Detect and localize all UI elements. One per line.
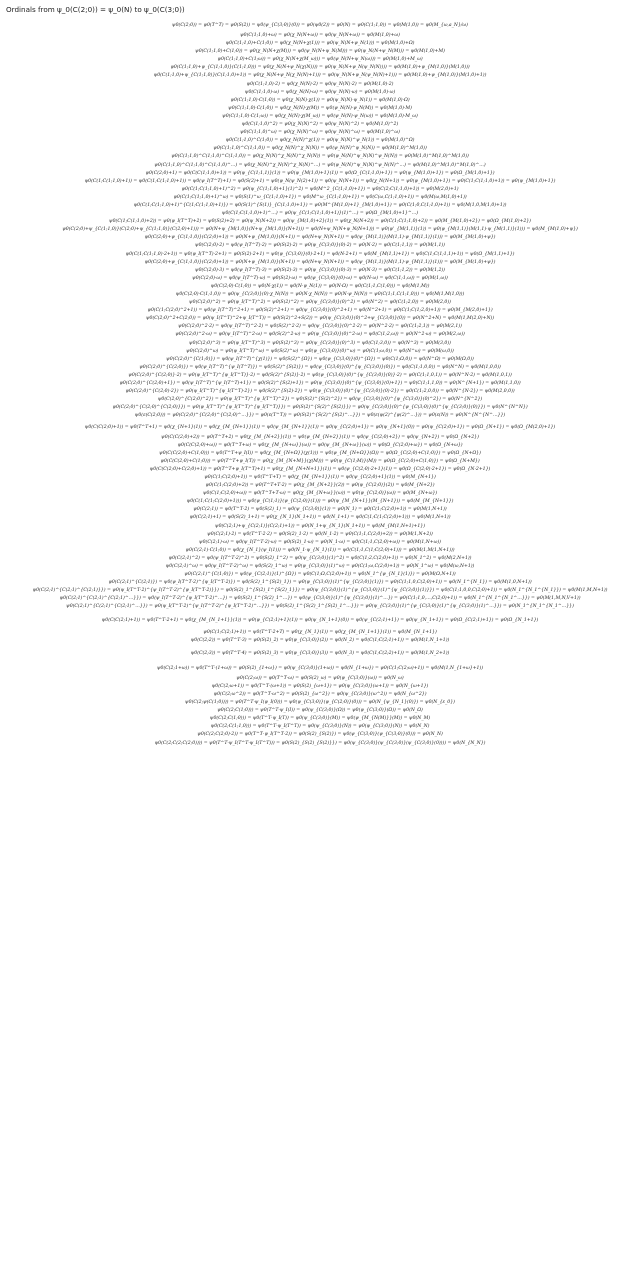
equation-line: ψ0(C(2;0)+ψ_{C(1;1,0)}(C(2;0)+1)) = ψ0(N+ψ_{M(1,0)}(N+1)) = ψ0(N+ψ_N(N+1)) = ψ0(ψ_{M(1,1)}(M(1,1)·ψ_{M(1,1)}(1))) = ψ0(M_{M(1,0)+ψ}) (144, 235, 496, 241)
equation-line: ψ0(C(2;C(1;1,0))) = ψ0(T^T·ψ_I(T^T)) = ψ0(ψ_{C(3;0)}(N)) = ψ0(ψ_{C(3;0)}(N)) = ψ0(N_N) (210, 724, 430, 730)
equation-line: ψ0(C(2;0)^{C(1;0)}) = ψ0(ψ_I(T^T)^{χ(1)}) = ψ0(S(2)^{Ω}) = ψ0(ψ_{C(3;0)}(0)^{Ω}) = ψ0(C(1;Ω,0)) = ψ0(N^Ω) = ψ0(M(Ω,0)) (166, 356, 474, 362)
equation-list (6, 19, 634, 748)
equation-line: ψ0(C(2;1)^2) = ψ0(ψ_I(T^T·2)^2) = ψ0(S(2)_1^2) = ψ0(ψ_{C(3;0)}(1)^2) = ψ0(C(1;2,C(2;0)+1)) = ψ0(N_1^2) = ψ0(M(2,N+1)) (168, 555, 472, 561)
equation-line: ψ0(C(2;1+ω)) = ψ0(T^T·(1+ω)) = ψ0(S(2)_{1+ω}) = ψ0(ψ_{C(3;0)}(1+ω)) = ψ0(N_{1+ω}) = ψ0(C(1;C(2;ω)+1)) = ψ0(M(1,N_{1+ω}+1)) (156, 665, 484, 671)
equation-line: ψ0(C(2;0)·C(1;1,0)) = ψ0(ψ_{C(3;0)}(0)·χ_N(N)) = ψ0(N·χ_N(N)) = ψ0(N·ψ_N(N)) = ψ0(C(1;1,C(1;1,0))) = ψ0(M(1,M(1,0))) (175, 292, 465, 297)
equation-line: ψ0(C(2;1)^{C(1;0)}) = ψ0(ψ_{C(2;1)}(1)^{Ω}) = ψ0(C(1;Ω,C(2;0)+1)) = ψ0(N_1^{ψ_{N_1}(1)}) = ψ0(M(Ω,N+1)) (184, 572, 456, 578)
equation-line: ψ0(C(1;C(1;1,0)+1)^ω) = ψ0(S(1)^ω_{C(1;1,0)+1}) = ψ0(M^ω_{C(1;1,0)+1}) = ψ0(C(ω,C(1;1,0)+1)) = ψ0(M(ω,M(1,0)+1)) (173, 194, 467, 200)
equation-line: ψ0(C(2;0)) = ψ0(T^T) = ψ0(S(2)) = ψ0(ψ_{C(3;0)}(0)) = ψ0(ψ0(2)) = ψ0(N) = ψ0(C(1;1,0)) = ψ0(M(1,0)) = ψ0(M_{ω,a_N}/ω) (172, 23, 468, 28)
equation-line: ψ0(C(C(2;0)+C(1;0))) = ψ0(T^T+ψ_I(I)) = ψ0(χ_{M_{N+Ω}}(χ(1))) = ψ0(ψ_{M_{N+Ω}}(Ω)) = ψ0(Ω_{C(2;0)+C(1;0)}) = ψ0(Ω_{N+Ω}) (159, 450, 481, 456)
equation-line: ψ0(C(1;1,0)+ω) = ψ0(χ_N(N+ω)) = ψ0(ψ_N(N+ω)) = ψ0(M(1,0)+ω) (240, 33, 400, 38)
equation-line: ψ0(C(1;C(1;1,0)+1)^…) = ψ0(ψ_{C(1;C(1;1,0)+1)}(1)^…) = ψ0(Ω_{M(1,0)+1}^…) (221, 211, 419, 217)
equation-line: ψ0(C(2;3)) = ψ0(T^T·4) = ψ0(S(2)_3) = ψ0(ψ_{C(3;0)}(3)) = ψ0(N_3) = ψ0(C(1;C(2;2)+1)) = ψ0(M(1,N_2+1)) (190, 650, 450, 656)
page-title: Ordinals from ψ_0(C(2;0)) = ψ_0(N) to ψ_0(C(3;0)) (6, 5, 185, 14)
equation-line: ψ0(C(2;0)+ψ_{C(1;1,0)}(C(2;0)+1)) = ψ0(N+ψ_{M(1,0)}(N+1)) = ψ0(N+ψ_N(N+1)) = ψ0(ψ_{M(1,1)}(M(1,1)·ψ_{M(1,1)}(1))) = ψ0(M_{M(1,0)+ψ}) (144, 259, 496, 265)
equation-line: ψ0(C(2;0)^2·ω) = ψ0(ψ_I(T^T)^2·ω) = ψ0(S(2)^2·ω) = ψ0(ψ_{C(3;0)}(0)^2·ω) = ψ0(C(1;2,ω)) = ψ0(N^2·ω) = ψ0(M(2,ω)) (175, 332, 465, 338)
equation-line: ψ0(C(2;1)^{C(2;1)^{C(2;1)}}) = ψ0(ψ_I(T^T·2)^{ψ_I(T^T·2)^{ψ_I(T^T·2)}}) = ψ0(S(2)_1^{S(2)_1^{S(2)_1}}) = ψ0(ψ_{C(3;0)}(1)^{ψ_{C(3;0)}(1)^{ψ_{C(3;0)}(1)}}) = ψ0(C(1;1,0,0,C(2;0)+1)) = ψ0(N_1^{N_1^{N_1}}) = ψ0(M(1,M,N+1)) (32, 588, 608, 594)
equation-line: ψ0(C(C(2;0)+1)) = ψ0(T^T+1) = ψ0(χ_{N+1}(1)) = ψ0(χ_{M_{N+1}}(1)) = ψ0(ψ_{M_{N+1}}(1)) = ψ0(ψ_{C(2;0)+1}) = ψ0(ψ_{N+1}(0)) = ψ0(ψ_{C(2;0)+1}) = ψ0(Ω_{N+1}) = ψ0(Ω_{M(2,0)+1}) (84, 424, 556, 430)
equation-line: ψ0(C(2;0)·2) = ψ0(ψ_I(T^T)·2) = ψ0(S(2)·2) = ψ0(ψ_{C(3;0)}(0)·2) = ψ0(N·2) = ψ0(C(1;1,1)) = ψ0(M(1,1)) (195, 243, 445, 249)
equation-line: ψ0(C(2;ω+1)) = ψ0(T^T·(ω+1)) = ψ0(S(2)_{ω+1}) = ψ0(ψ_{C(3;0)}(ω+1)) = ψ0(N_{ω+1}) (211, 683, 429, 689)
equation-line: ψ0(C(2;1)+1) = ψ0(S(2)_1+1) = ψ0(χ_{N_1}(N_1+1)) = ψ0(N_1+1) = ψ0(C(1;C(1;C(2;0)+1))) = ψ0(M(1,N+1)) (189, 515, 451, 521)
equation-line: ψ0(C(1;C(1;1,0)·2+1)) = ψ0(ψ_I(T^T)·2+1) = ψ0(S(2)·2+1) = ψ0(ψ_{C(3;0)}(0)·2+1) = ψ0(N·2+1) = ψ0(M_{M(1,1)+1}) = ψ0(C(1;C(1;1,1)+1)) = ψ0(Ω_{M(1,1)+1}) (125, 251, 515, 257)
equation-line: ψ0(C(1;1,0)+ψ_{C(1;1,0)}(C(1;1,0))) = ψ0(χ_N(N+ψ_N(χ(N)))) = ψ0(ψ_N(N+ψ_N(ψ_N(N)))) = ψ0(M(1,0)+ψ_{M(1,0)}(M(1,0))) (170, 65, 470, 71)
equation-line: ψ0(C(2;0)^{C(2;0)}·2) = ψ0(ψ_I(T^T)^{ψ_I(T^T)}·2) = ψ0(S(2)^{S(2)}·2) = ψ0(ψ_{C(3;0)}(0)^{ψ_{C(3;0)}(0)}·2) = ψ0(C(1;1,0,1)) = ψ0(N^N·2) = ψ0(M(1,0,1)) (128, 372, 512, 378)
equation-line: ψ0(C(2;1)^{C(2;1)^{C(2;1)^…}}) = ψ0(ψ_I(T^T·2)^{ψ_I(T^T·2)^…}) = ψ0(S(2)_1^{S(2)_1^…}) = ψ0(ψ_{C(3;0)}(1)^{ψ_{C(3;0)}(1)^…}) = ψ0(C(1;1,0,…,C(2;0)+1)) = ψ0(N_1^{N_1^{N_1^…}}) = ψ0(M(1,M,N,V+1)) (59, 596, 581, 602)
equation-line: ψ0(C(2;0)^2) = ψ0(ψ_I(T^T)^2) = ψ0(S(2)^2) = ψ0(ψ_{C(3;0)}(0)^2) = ψ0(N^2) = ψ0(C(1;2,0)) = ψ0(M(2,0)) (189, 300, 451, 306)
equation-line: ψ0(C(2;0)^{C(2;0)^{C(2;0)}}) = ψ0(ψ_I(T^T)^{ψ_I(T^T)^{ψ_I(T^T)}}) = ψ0(S(2)^{S(2)^{S(2)}}) = ψ0(ψ_{C(3;0)}(0)^{ψ_{C(3;0)}(0)^{ψ_{C(3;0)}(0)}}) = ψ0(N^{N^N}) (112, 405, 528, 411)
equation-line: ψ0(C(2;C(2;0)·2)) = ψ0(T^T·ψ_I(T^T·2)) = ψ0(S(2)_{S(2)}) = ψ0(ψ_{C(3;0)}(ψ_{C(3;0)}(0))) = ψ0(N_N) (197, 732, 443, 738)
equation-line: ψ0(C(1;C(2;0)^2+1)) = ψ0(ψ_I(T^T)^2+1) = ψ0(S(2)^2+1) = ψ0(ψ_{C(3;0)}(0)^2+1) = ψ0(N^2+1) = ψ0(C(1;C(1;2,0)+1)) = ψ0(M_{M(2,0)+1}) (147, 308, 493, 314)
equation-line: ψ0(C(1;C(2;0)+ω)) = ψ0(T^T+T·ω) = ψ0(χ_{M_{N+ω}}(ω)) = ψ0(ψ_{C(2;0)}(ω)) = ψ0(M_{N+ω}) (202, 491, 438, 497)
equation-line: ψ0(C(C(2;1)+1)) = ψ0(T^T·2+1) = ψ0(χ_{M_{N_1+1}}(1)) = ψ0(ψ_{C(2;1)+1}(1)) = ψ0(ψ_{N_1+1}(0)) = ψ0(ψ_{C(2;1)+1}) = ψ0(ψ_{N_1+1}) = ψ0(Ω_{C(2;1)+1}) = ψ0(Ω_{N_1+1}) (101, 617, 539, 623)
equation-line: ψ0(C(1;C(1;1,0)+1)^{C(1;C(1;1,0)+1)}) = ψ0(S(1)^{S(1)}_{C(1;1,0)+1}) = ψ0(M^{M(1,0)+1}_{M(1,0)+1}) = ψ0(C(1;0,C(1;1,0)+1)) = ψ0(M(1,0,M(1,0)+1)) (133, 202, 507, 208)
equation-line: ψ0(C(2;1)^{C(2;1)}) = ψ0(ψ_I(T^T·2)^{ψ_I(T^T·2)}) = ψ0(S(2)_1^{S(2)_1}) = ψ0(ψ_{C(3;0)}(1)^{ψ_{C(3;0)}(1)}) = ψ0(C(1;1,0,C(2;0)+1)) = ψ0(N_1^{N_1}) = ψ0(M(1,0,N+1)) (108, 580, 532, 586)
equation-line: ψ0(C(2;1)+ψ_{C(2;1)}(C(2;1)+1)) = ψ0(N_1+ψ_{N_1}(N_1+1)) = ψ0(M_{M(1,N+1)+1}) (214, 523, 426, 529)
equation-line: ψ0(C(2;1)) = ψ0(T^T·2) = ψ0(S(2)_1) = ψ0(ψ_{C(3;0)}(1)) = ψ0(N_1) = ψ0(C(1;C(2;0)+1)) = ψ0(M(1,N+1)) (193, 507, 447, 513)
equation-line: ψ0(C(2;2)) = ψ0(T^T·3) = ψ0(S(2)_2) = ψ0(ψ_{C(3;0)}(2)) = ψ0(N_2) = ψ0(C(1;C(2;1)+1)) = ψ0(M(1,N_1+1)) (190, 637, 450, 643)
equation-line: ψ0(C(2;0)^{C(2;0)}) = ψ0(ψ_I(T^T)^{ψ_I(T^T)}) = ψ0(S(2)^{S(2)}) = ψ0(ψ_{C(3;0)}(0)^{ψ_{C(3;0)}(0)}) = ψ0(C(1;1,0,0)) = ψ0(N^N) = ψ0(M(1,0,0)) (139, 364, 501, 370)
equation-line: ψ0(C(2;0)^2+C(2;0)) = ψ0(ψ_I(T^T)^2+ψ_I(T^T)) = ψ0(S(2)^2+S(2)) = ψ0(ψ_{C(3;0)}(0)^2+ψ_{C(3;0)}(0)) = ψ0(N^2+N) = ψ0(M(1,M(2,0)+N)) (145, 316, 495, 322)
equation-line: ψ0(C(2;0)^{C(2;0)^2}) = ψ0(ψ_I(T^T)^{ψ_I(T^T)^2}) = ψ0(S(2)^{S(2)^2}) = ψ0(ψ_{C(3;0)}(0)^{ψ_{C(3;0)}(0)^2}) = ψ0(N^{N^2}) (157, 397, 483, 403)
equation-line: ψ0(C(2;0)^3) = ψ0(ψ_I(T^T)^3) = ψ0(S(2)^3) = ψ0(ψ_{C(3;0)}(0)^3) = ψ0(C(1;3,0)) = ψ0(N^3) = ψ0(M(3,0)) (189, 340, 451, 346)
equation-line: ψ0(C(2;0)^{C(2;0)·2}) = ψ0(ψ_I(T^T)^{ψ_I(T^T)·2}) = ψ0(S(2)^{S(2)·2}) = ψ0(ψ_{C(3;0)}(0)^{ψ_{C(3;0)}(0)·2}) = ψ0(C(1;2,0,0)) = ψ0(N^{N·2}) = ψ0(M(2,0,0)) (125, 389, 515, 395)
equation-line: ψ0(C(1;1,0)·ω) = ψ0(χ_N(N)·ω) = ψ0(ψ_N(N)·ω) = ψ0(M(1,0)·ω) (244, 89, 396, 95)
equation-line: ψ0(C(1;1,0)^C(1;1,0)^C(1;1,0)^…) = ψ0(χ_N(N)^χ_N(N)^χ_N(N)^…) = ψ0(ψ_N(N)^ψ_N(N)^ψ_N(N)^…) = ψ0(M(1,0)^M(1,0)^M(1,0)^…) (154, 162, 486, 168)
equation-line: ψ0(C(2;1)^ω) = ψ0(ψ_I(T^T·2)^ω) = ψ0(S(2)_1^ω) = ψ0(ψ_{C(3;0)}(1)^ω) = ψ0(C(1;ω,C(2;0)+1)) = ψ0(N_1^ω) = ψ0(M(ω,N+1)) (165, 564, 475, 569)
equation-line: ψ0(C(1;1,0)^2) = ψ0(χ_N(N)^2) = ψ0(ψ_N(N)^2) = ψ0(M(1,0)^2) (241, 122, 399, 128)
equation-line: ψ0(C(2;0)^2·2) = ψ0(ψ_I(T^T)^2·2) = ψ0(S(2)^2·2) = ψ0(ψ_{C(3;0)}(0)^2·2) = ψ0(N^2·2) = ψ0(C(1;2,1)) = ψ0(M(2,1)) (178, 324, 462, 330)
equation-line: ψ0(C(C(2;0)+C(1;0))) = ψ0(T^T+ψ_I(T)) = ψ0(χ_{M_{N+M}}(χ(M))) = ψ0(ψ_{C(1;M)}(M)) = ψ0(Ω_{C(2;0)+C(1;0)}) = ψ0(Ω_{N+M}) (160, 458, 480, 464)
equation-line: ψ0(C(2;ψ(C(1;0)))) = ψ0(T^T·ψ_I(ψ_I(0))) = ψ0(ψ_{C(3;0)}(ψ_{C(2;0)}(0))) = ψ0(N_{ψ_{N_1}(0)}) = ψ0(N_{ε_0}) (185, 700, 455, 706)
equation-line: ψ0(C(1;1,0)·2) = ψ0(χ_N(N)·2) = ψ0(ψ_N(N)·2) = ψ0(M(1,0)·2) (246, 81, 394, 87)
equation-line: ψ0(C(1;1,0)+ψ_{C(1;1,0)}(C(1;1,0)+1)) = ψ0(χ_N(N+ψ_N(χ_N(N)+1))) = ψ0(ψ_N(N+ψ_N(ψ_N(N)+1))) = ψ0(M(1,0)+ψ_{M(1,0)}(M(1,0)+1)) (153, 73, 487, 79)
equation-line: ψ0(C(1;C(1;1,0)+2)) = ψ0(ψ_I(T^T)+2) = ψ0(S(2)+2) = ψ0(ψ_N(N+2)) = ψ0(ψ_{M(1,0)+2}(1)) = ψ0(χ_N(N+2)) = ψ0(C(1;C(1;1,0)+2)) = ψ0(M_{M(1,0)+2}) = ψ0(Ω_{M(1,0)+2}) (109, 219, 531, 225)
equation-line: ψ0(C(2;1)·2) = ψ0(T^T·2·2) = ψ0(S(2)_1·2) = ψ0(N_1·2) = ψ0(C(1;1,C(2;0)+2)) = ψ0(M(1,N+2)) (207, 531, 433, 537)
equation-line: ψ0(C(C(2;0)+ω)) = ψ0(T^T+ω) = ψ0(χ_{M_{N+ω}}(ω)) = ψ0(ψ_{M_{N+ω}}(ω)) = ψ0(Ω_{C(2;0)+ω}) = ψ0(Ω_{N+ω}) (177, 442, 463, 448)
equation-line: ψ0(C(1;C(1;1,0)+1)) = ψ0(C(1;C(1;1,0)+1)) = ψ0(ψ_I(T^T)+1) = ψ0(S(2)+1) = ψ0(ψ_N(ψ_N(2)+1)) = ψ0(ψ_N(N+1)) = ψ0(χ_N(N+1)) = ψ0(ψ_{M(1,0)+1}) = ψ0(C(1;C(1;1,0)+1)) = ψ0(ψ_{M(1,0)+1}) (84, 178, 556, 184)
equation-line: ψ0(C(1;1,0)·C(1;0)) = ψ0(χ_N(N)·χ(M)) = ψ0(ψ_N(N)·ψ_N(M)) = ψ0(M(1,0)·M) (228, 105, 412, 111)
equation-line: ψ0(C(2;ω^2)) = ψ0(T^T·ω^2) = ψ0(S(2)_{ω^2}) = ψ0(ψ_{C(3;0)}(ω^2)) = ψ0(N_{ω^2}) (213, 691, 427, 697)
equation-line: ψ0(C(1;C(2;0)+2)) = ψ0(T^T+T·2) = ψ0(χ_{M_{N+2}}(2)) = ψ0(ψ_{C(2;0)}(2)) = ψ0(M_{N+2}) (205, 483, 435, 489)
equation-line: ψ0(C(1;1,0)·C(1;ω)) = ψ0(χ_N(N)·χ(M_ω)) = ψ0(ψ_N(N)·ψ_N(ω)) = ψ0(M(1,0)·M_ω) (222, 113, 418, 119)
equation-line: ψ0(C(2;1)·C(1;0)) = ψ0(χ_{N_1}(ψ_I(1))) = ψ0(N_1·ψ_{N_1}(1)) = ψ0(C(1;1,C(1;C(2;0)+1))) = ψ0(M(1,M(1,N+1))) (185, 547, 455, 553)
equation-line: ψ0(ε(C(2;0))) = ψ0(C(2;0)^{C(2;0)^{C(2;0)^…}}) = ψ0(ε(T^T)) = ψ0(S(2)^{S(2)^{S(2)^…}}) = ψ0(ε(ψ(2)^{ψ(2)^…})) = ψ0(ε(N)) = ψ0(N^{N^{N^…}}) (134, 413, 506, 419)
equation-line: ψ0(C(C(2;0)+2)) = ψ0(T^T+2) = ψ0(χ_{M_{N+2}}(1)) = ψ0(ψ_{M_{N+2}}(1)) = ψ0(ψ_{C(2;0)+2}) = ψ0(ψ_{N+2}) = ψ0(Ω_{N+2}) (161, 434, 479, 440)
equation-line: ψ0(C(1;C(2;0)+1)) = ψ0(T^T+T) = ψ0(χ_{M_{N+1}}(1)) = ψ0(ψ_{C(2;0)+1}(1)) = ψ0(M_{N+1}) (204, 474, 436, 480)
equation-line: ψ0(C(2;0)+ψ_{C(1;1,0)}(C(2;0)+ψ_{C(1;1,0)}(C(2;0)+1))) = ψ0(N+ψ_{M(1,0)}(N+ψ_{M(1,0)}(N+1))) = ψ0(N+ψ_N(N+ψ_N(N+1))) = ψ0(ψ'_{M(1,1)}(1)) = ψ0(ψ_{M(1,1)}(M(1,1)·ψ_{M(1,1)}(1))) = ψ0(M_{M(1,0)+ψ}) (62, 227, 578, 233)
equation-line: ψ0(C(2;0)·ω) = ψ0(ψ_I(T^T)·ω) = ψ0(S(2)·ω) = ψ0(ψ_{C(3;0)}(0)·ω) = ψ0(N·ω) = ψ0(C(1;1,ω)) = ψ0(M(1,ω)) (192, 275, 448, 281)
equation-line: ψ0(C(1;1,0)^ω) = ψ0(χ_N(N)^ω) = ψ0(ψ_N(N)^ω) = ψ0(M(1,0)^ω) (240, 130, 400, 136)
equation-line: ψ0(C(2;ω)) = ψ0(T^T·ω) = ψ0(S(2)_ω) = ψ0(ψ_{C(3;0)}(ω)) = ψ0(N_ω) (236, 675, 404, 681)
equation-line: ψ0(C(2;0)^{C(2;0)+1}) = ψ0(ψ_I(T^T)^{ψ_I(T^T)+1}) = ψ0(S(2)^{S(2)+1}) = ψ0(ψ_{C(3;0)}(0)^{ψ_{C(3;0)}(0)+1}) = ψ0(C(1;1,1,0)) = ψ0(N^{N+1}) = ψ0(M(1,1,0)) (119, 381, 521, 387)
equation-line: ψ0(C(2;0)·3) = ψ0(ψ_I(T^T)·3) = ψ0(S(2)·3) = ψ0(ψ_{C(3;0)}(0)·3) = ψ0(N·3) = ψ0(C(1;1,2)) = ψ0(M(1,2)) (195, 267, 445, 273)
equation-line: ψ0(C(1;C(1;1,0)+1)^2) = ψ0(ψ_{C(1;1,0)+1}(1)^2) = ψ0(M^2_{C(1;1,0)+1}) = ψ0(C(2;C(1;1,0)+1)) = ψ0(M(2,0)+1) (181, 186, 459, 192)
equation-line: ψ0(C(1;1,0)+C(1;ω)) = ψ0(χ_N(N+χ(M_ω))) = ψ0(ψ_N(N+ψ_N(ω))) = ψ0(M(1,0)+M_ω) (217, 57, 423, 63)
equation-line: ψ0(C(1;C(2;1)+1)) = ψ0(T^T·2+T) = ψ0(χ_{N_1}(1)) = ψ0(χ_{M_{N_1+1}}(1)) = ψ0(M_{N_1+1}) (203, 629, 437, 635)
equation-line: ψ0(C(2;0)+1) = ψ0(C(C(1;1,0)+1)) = ψ0(ψ_{C(1;1,1)}(1)) = ψ0(ψ_{M(1,0)+1}(1)) = ψ0(Ω_{C(1;1,0)+1}) = ψ0(ψ_{M(1,0)+1}) = ψ0(Ω_{M(1,0)+1}) (145, 170, 495, 176)
equation-line: ψ0(C(1;1,0)^C(1;1,0)^C(1;1,0)) = ψ0(χ_N(N)^χ_N(N)^χ_N(N)) = ψ0(ψ_N(N)^ψ_N(N)^ψ_N(N)) = ψ0(M(1,0)^M(1,0)^M(1,0)) (171, 154, 469, 160)
equation-line: ψ0(C(2;0)^ω) = ψ0(ψ_I(T^T)^ω) = ψ0(S(2)^ω) = ψ0(ψ_{C(3;0)}(0)^ω) = ψ0(C(1;ω,0)) = ψ0(N^ω) = ψ0(M(ω,0)) (186, 348, 454, 354)
equation-line: ψ0(C(1;1,0)+C(1;0)) = ψ0(χ_N(N+χ(1))) = ψ0(ψ_N(N+ψ_N(1))) = ψ0(M(1,0)+Ω) (225, 41, 415, 47)
equation-line: ψ0(C(2;C(1;0))) = ψ0(T^T·ψ_I(I)) = ψ0(ψ_{C(3;0)}(Ω)) = ψ0(ψ_{C(3;0)}(Ω)) = ψ0(N_Ω) (217, 708, 423, 714)
equation-line: ψ0(C(2;C(2;C(2;0)))) = ψ0(T^T·ψ_I(T^T·ψ_I(T^T))) = ψ0(S(2)_{S(2)_{S(2)}}) = ψ0(ψ_{C(3;0)}(ψ_{C(3;0)}(ψ_{C(3;0)}(0)))) = ψ0(N_{N_N}) (154, 740, 486, 746)
equation-line: ψ0(C(1;1,0)^C(1;0)) = ψ0(χ_N(N)^χ(1)) = ψ0(ψ_N(N)^ψ_N(1)) = ψ0(M(1,0)^Ω) (225, 138, 415, 144)
equation-line: ψ0(C(2;1)·ω) = ψ0(ψ_I(T^T·2)·ω) = ψ0(S(2)_1·ω) = ψ0(N_1·ω) = ψ0(C(1;1,C(2;0)+ω)) = ψ0(M(1,N+ω)) (199, 539, 441, 545)
equation-line: ψ0(C(2;1)^{C(2;1)^{C(2;1)^…}}) = ψ0(ψ_I(T^T·2)^{ψ_I(T^T·2)^{ψ_I(T^T·2)^…}}) = ψ0(S(2)_1^{S(2)_1^{S(2)_1^…}}) = ψ0(ψ_{C(3;0)}(1)^{ψ_{C(3;0)}(1)^{ψ_{C(3;0)}(1)^…}}) = ψ0(N_1^{N_1^{N_1^…}}) (66, 604, 574, 610)
equation-line: ψ0(C(1;C(1;C(2;0)+1))) = ψ0(ψ_{C(1;1)}(ψ_{C(2;0)}(1))) = ψ0(ψ_{M_{N+1}}(M_{N+1})) = ψ0(M_{M_{N+1}}) (186, 499, 454, 505)
equation-line: ψ0(C(1;1,0)·C(1;0)) = ψ0(χ_N(N)·χ(1)) = ψ0(ψ_N(N)·ψ_N(1)) = ψ0(M(1,0)·Ω) (230, 97, 410, 103)
equation-line: ψ0(C(2;C(1;0))) = ψ0(T^T·ψ_I(T)) = ψ0(ψ_{C(3;0)}(M)) = ψ0(ψ_{M_{N(M)}}(M)) = ψ0(N_M) (209, 716, 431, 722)
equation-line: ψ0(C(1;1,0)^C(1;1,0)) = ψ0(χ_N(N)^χ_N(N)) = ψ0(ψ_N(N)^ψ_N(N)) = ψ0(M(1,0)^M(1,0)) (213, 146, 427, 152)
equation-line: ψ0(C(2;0)·C(1;0)) = ψ0(N·χ(1)) = ψ0(N·ψ_N(1)) = ψ0(N·Ω) = ψ0(C(1;1,C(1;0))) = ψ0(M(1,M)) (210, 283, 430, 289)
equation-line: ψ0(C(C(2;0)+C(2;0)+1)) = ψ0(T^T+ψ_I(T^T)+1) = ψ0(χ_{M_{N+N+1}}(1)) = ψ0(ψ_{C(2;0)·2+1}(1)) = ψ0(Ω_{C(2;0)·2+1}) = ψ0(Ω_{N·2+1}) (149, 466, 491, 472)
equation-line: ψ0(C(1;1,0)+C(1;0)) = ψ0(χ_N(N+χ(M))) = ψ0(ψ_N(N+ψ_N(M))) = ψ0(ψ_N(N+ψ_N(M))) = ψ0(M(1,0)+M) (195, 49, 445, 55)
